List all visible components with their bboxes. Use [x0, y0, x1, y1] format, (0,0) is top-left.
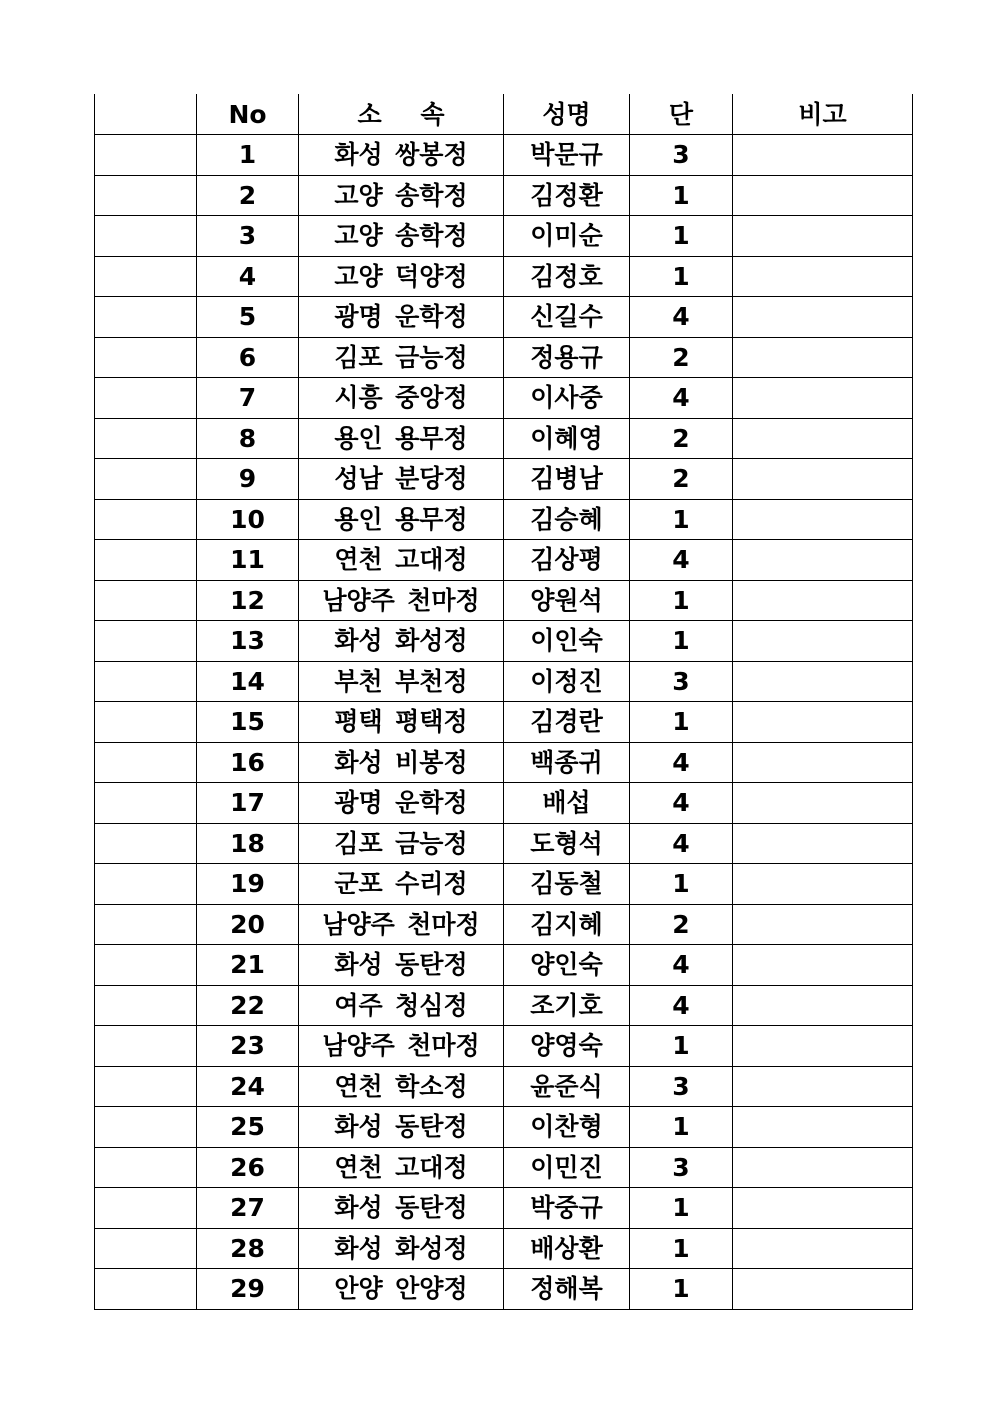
table-row	[95, 216, 913, 257]
table-row	[95, 1188, 913, 1229]
cell-note	[733, 580, 913, 621]
cell-blank	[95, 540, 197, 581]
cell-note	[733, 742, 913, 783]
cell-org: 여주 청심정	[299, 985, 504, 1026]
cell-blank	[95, 135, 197, 176]
cell-dan: 1	[630, 499, 733, 540]
cell-name: 이민진	[504, 1147, 630, 1188]
cell-dan: 1	[630, 864, 733, 905]
cell-no: 24	[197, 1066, 299, 1107]
header-no: No	[197, 94, 299, 135]
cell-dan: 1	[630, 702, 733, 743]
cell-name: 신길수	[504, 297, 630, 338]
cell-no: 10	[197, 499, 299, 540]
cell-blank	[95, 783, 197, 824]
cell-dan: 2	[630, 459, 733, 500]
cell-org: 부천 부천정	[299, 661, 504, 702]
cell-dan: 4	[630, 783, 733, 824]
cell-dan: 3	[630, 135, 733, 176]
cell-blank	[95, 1066, 197, 1107]
cell-name: 김승혜	[504, 499, 630, 540]
header-dan: 단	[630, 94, 733, 135]
table-row	[95, 1147, 913, 1188]
cell-org: 용인 용무정	[299, 499, 504, 540]
cell-name: 박문규	[504, 135, 630, 176]
cell-dan: 1	[630, 580, 733, 621]
cell-note	[733, 702, 913, 743]
cell-no: 5	[197, 297, 299, 338]
cell-org: 용인 용무정	[299, 418, 504, 459]
cell-note	[733, 418, 913, 459]
cell-no: 22	[197, 985, 299, 1026]
cell-blank	[95, 1107, 197, 1148]
cell-note	[733, 661, 913, 702]
cell-note	[733, 1107, 913, 1148]
cell-name: 배섭	[504, 783, 630, 824]
cell-note	[733, 1026, 913, 1067]
cell-dan: 2	[630, 337, 733, 378]
cell-org: 화성 화성정	[299, 1228, 504, 1269]
cell-note	[733, 985, 913, 1026]
roster-table	[94, 94, 913, 1310]
cell-name: 김지혜	[504, 904, 630, 945]
table-row	[95, 985, 913, 1026]
cell-note	[733, 175, 913, 216]
cell-no: 9	[197, 459, 299, 500]
cell-name: 이인숙	[504, 621, 630, 662]
table-row	[95, 1026, 913, 1067]
cell-dan: 1	[630, 175, 733, 216]
cell-blank	[95, 378, 197, 419]
cell-blank	[95, 864, 197, 905]
table-row	[95, 256, 913, 297]
cell-no: 27	[197, 1188, 299, 1229]
cell-no: 25	[197, 1107, 299, 1148]
table-row	[95, 621, 913, 662]
table-row	[95, 337, 913, 378]
document-page	[94, 94, 912, 1310]
cell-name: 박중규	[504, 1188, 630, 1229]
cell-org: 남양주 천마정	[299, 904, 504, 945]
cell-blank	[95, 418, 197, 459]
table-row	[95, 378, 913, 419]
cell-org: 시흥 중앙정	[299, 378, 504, 419]
cell-note	[733, 904, 913, 945]
cell-org: 남양주 천마정	[299, 1026, 504, 1067]
cell-name: 정용규	[504, 337, 630, 378]
cell-org: 화성 동탄정	[299, 1107, 504, 1148]
cell-no: 12	[197, 580, 299, 621]
cell-dan: 1	[630, 216, 733, 257]
cell-blank	[95, 459, 197, 500]
cell-name: 김정환	[504, 175, 630, 216]
cell-note	[733, 337, 913, 378]
cell-blank	[95, 1228, 197, 1269]
cell-org: 화성 쌍봉정	[299, 135, 504, 176]
cell-dan: 3	[630, 1066, 733, 1107]
cell-dan: 4	[630, 742, 733, 783]
cell-note	[733, 945, 913, 986]
table-row	[95, 297, 913, 338]
cell-blank	[95, 337, 197, 378]
cell-dan: 4	[630, 540, 733, 581]
cell-blank	[95, 945, 197, 986]
cell-name: 김상평	[504, 540, 630, 581]
cell-org: 고양 송학정	[299, 175, 504, 216]
table-row	[95, 135, 913, 176]
cell-note	[733, 1147, 913, 1188]
table-row	[95, 580, 913, 621]
cell-name: 김동철	[504, 864, 630, 905]
cell-note	[733, 378, 913, 419]
cell-note	[733, 823, 913, 864]
table-body	[95, 135, 913, 1310]
cell-note	[733, 135, 913, 176]
cell-note	[733, 1228, 913, 1269]
cell-blank	[95, 216, 197, 257]
cell-name: 김정호	[504, 256, 630, 297]
cell-no: 26	[197, 1147, 299, 1188]
cell-no: 17	[197, 783, 299, 824]
cell-name: 이혜영	[504, 418, 630, 459]
cell-org: 연천 고대정	[299, 1147, 504, 1188]
cell-note	[733, 499, 913, 540]
table-row	[95, 661, 913, 702]
cell-name: 백종귀	[504, 742, 630, 783]
cell-org: 군포 수리정	[299, 864, 504, 905]
cell-org: 광명 운학정	[299, 297, 504, 338]
cell-note	[733, 1066, 913, 1107]
header-name: 성명	[504, 94, 630, 135]
cell-blank	[95, 702, 197, 743]
cell-dan: 4	[630, 297, 733, 338]
table-row	[95, 459, 913, 500]
cell-no: 4	[197, 256, 299, 297]
cell-note	[733, 216, 913, 257]
table-row	[95, 540, 913, 581]
cell-org: 연천 학소정	[299, 1066, 504, 1107]
header-org	[299, 94, 504, 135]
cell-blank	[95, 256, 197, 297]
cell-org: 안양 안양정	[299, 1269, 504, 1310]
table-row	[95, 823, 913, 864]
table-row	[95, 1107, 913, 1148]
table-row	[95, 418, 913, 459]
cell-no: 19	[197, 864, 299, 905]
cell-blank	[95, 1269, 197, 1310]
cell-blank	[95, 175, 197, 216]
cell-org: 김포 금능정	[299, 823, 504, 864]
cell-org: 화성 화성정	[299, 621, 504, 662]
cell-org: 광명 운학정	[299, 783, 504, 824]
header-note: 비고	[733, 94, 913, 135]
cell-blank	[95, 1147, 197, 1188]
cell-dan: 4	[630, 823, 733, 864]
cell-note	[733, 864, 913, 905]
table-row	[95, 864, 913, 905]
cell-blank	[95, 297, 197, 338]
cell-blank	[95, 621, 197, 662]
cell-no: 13	[197, 621, 299, 662]
table-row	[95, 499, 913, 540]
cell-no: 20	[197, 904, 299, 945]
cell-note	[733, 540, 913, 581]
table-row	[95, 904, 913, 945]
cell-name: 조기호	[504, 985, 630, 1026]
cell-no: 1	[197, 135, 299, 176]
cell-no: 16	[197, 742, 299, 783]
cell-blank	[95, 580, 197, 621]
cell-name: 김병남	[504, 459, 630, 500]
cell-no: 11	[197, 540, 299, 581]
cell-name: 배상환	[504, 1228, 630, 1269]
cell-dan: 4	[630, 945, 733, 986]
cell-blank	[95, 1188, 197, 1229]
cell-no: 28	[197, 1228, 299, 1269]
cell-no: 21	[197, 945, 299, 986]
cell-note	[733, 297, 913, 338]
cell-name: 도형석	[504, 823, 630, 864]
table-header	[95, 94, 913, 135]
cell-blank	[95, 823, 197, 864]
table-row	[95, 1269, 913, 1310]
cell-name: 양영숙	[504, 1026, 630, 1067]
cell-note	[733, 783, 913, 824]
cell-dan: 3	[630, 661, 733, 702]
cell-org: 성남 분당정	[299, 459, 504, 500]
table-row	[95, 945, 913, 986]
cell-no: 2	[197, 175, 299, 216]
cell-name: 김경란	[504, 702, 630, 743]
cell-name: 이찬형	[504, 1107, 630, 1148]
cell-dan: 1	[630, 1026, 733, 1067]
cell-name: 양인숙	[504, 945, 630, 986]
cell-no: 14	[197, 661, 299, 702]
table-row	[95, 783, 913, 824]
cell-name: 이사중	[504, 378, 630, 419]
cell-org: 고양 덕양정	[299, 256, 504, 297]
header-org-label: 소 속	[357, 99, 460, 129]
cell-org: 남양주 천마정	[299, 580, 504, 621]
cell-no: 6	[197, 337, 299, 378]
cell-blank	[95, 904, 197, 945]
cell-dan: 2	[630, 904, 733, 945]
cell-no: 18	[197, 823, 299, 864]
cell-name: 정해복	[504, 1269, 630, 1310]
cell-blank	[95, 499, 197, 540]
cell-note	[733, 1188, 913, 1229]
cell-blank	[95, 985, 197, 1026]
cell-name: 이미순	[504, 216, 630, 257]
table-row	[95, 742, 913, 783]
cell-no: 7	[197, 378, 299, 419]
cell-dan: 3	[630, 1147, 733, 1188]
cell-note	[733, 459, 913, 500]
cell-no: 3	[197, 216, 299, 257]
cell-org: 화성 비봉정	[299, 742, 504, 783]
cell-org: 연천 고대정	[299, 540, 504, 581]
cell-blank	[95, 742, 197, 783]
cell-org: 평택 평택정	[299, 702, 504, 743]
cell-org: 고양 송학정	[299, 216, 504, 257]
cell-name: 윤준식	[504, 1066, 630, 1107]
cell-note	[733, 256, 913, 297]
cell-no: 15	[197, 702, 299, 743]
cell-org: 화성 동탄정	[299, 945, 504, 986]
cell-dan: 2	[630, 418, 733, 459]
table-row	[95, 175, 913, 216]
cell-blank	[95, 661, 197, 702]
table-row	[95, 702, 913, 743]
cell-no: 8	[197, 418, 299, 459]
cell-no: 23	[197, 1026, 299, 1067]
cell-dan: 4	[630, 985, 733, 1026]
cell-note	[733, 621, 913, 662]
table-row	[95, 1228, 913, 1269]
cell-dan: 1	[630, 621, 733, 662]
cell-no: 29	[197, 1269, 299, 1310]
cell-dan: 1	[630, 1188, 733, 1229]
cell-dan: 1	[630, 256, 733, 297]
cell-blank	[95, 1026, 197, 1067]
cell-org: 김포 금능정	[299, 337, 504, 378]
cell-dan: 1	[630, 1228, 733, 1269]
header-blank	[95, 94, 197, 135]
cell-name: 양원석	[504, 580, 630, 621]
cell-dan: 1	[630, 1269, 733, 1310]
header-row	[95, 94, 913, 135]
cell-note	[733, 1269, 913, 1310]
cell-name: 이정진	[504, 661, 630, 702]
cell-dan: 4	[630, 378, 733, 419]
cell-dan: 1	[630, 1107, 733, 1148]
table-row	[95, 1066, 913, 1107]
cell-org: 화성 동탄정	[299, 1188, 504, 1229]
